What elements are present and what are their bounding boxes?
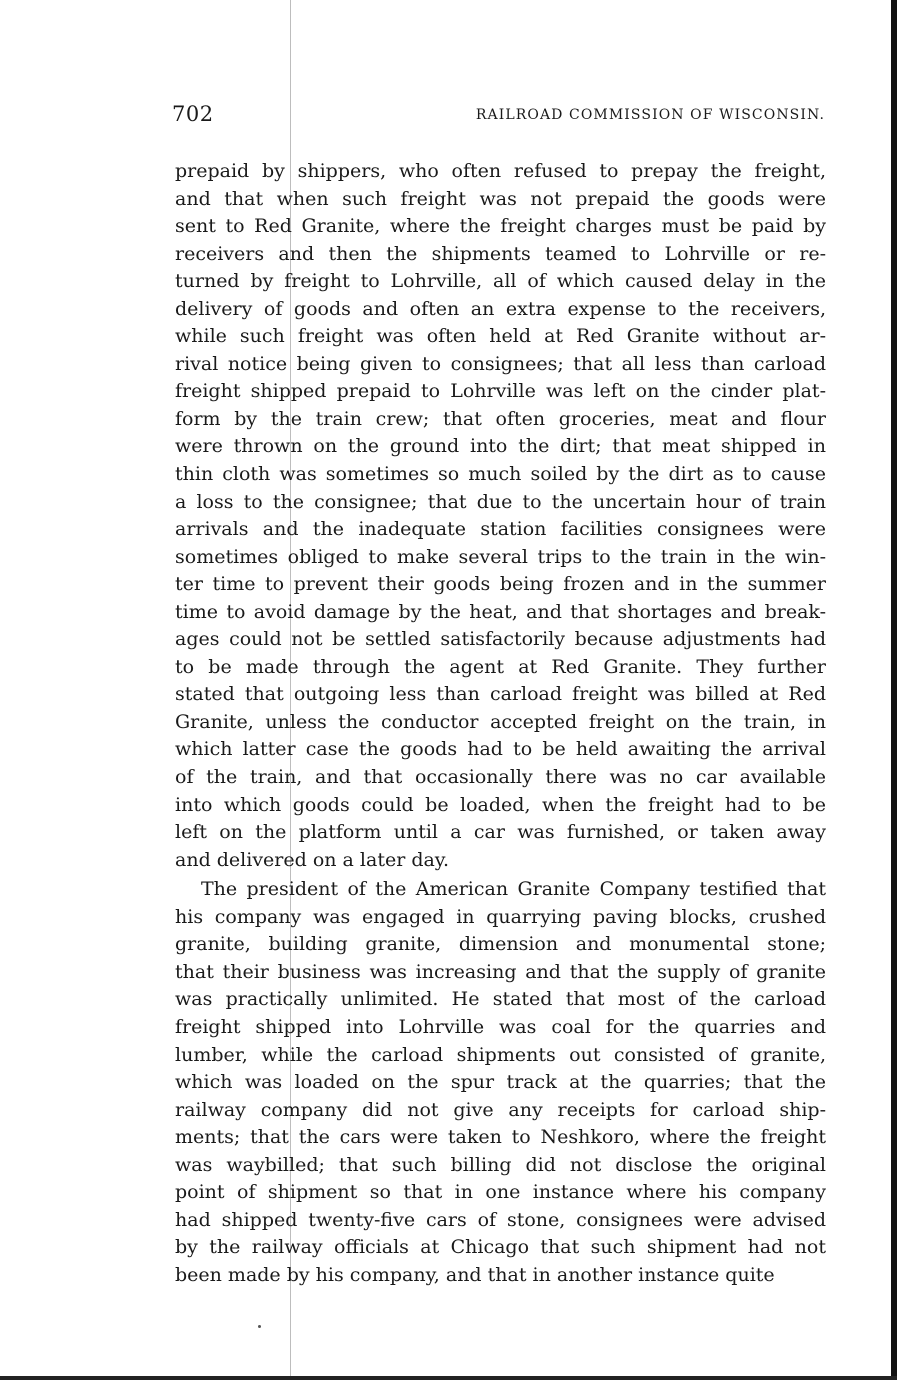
text-line: were thrown on the ground into the dirt; that meat shipped in bbox=[175, 435, 826, 458]
text-line: delivery of goods and often an extra expense to the receivers, bbox=[175, 297, 826, 320]
text-line: into which goods could be loaded, when the freight had to be bbox=[175, 793, 826, 816]
text-line: been made by his company, and that in another instance quite bbox=[175, 1263, 775, 1286]
body-text bbox=[175, 158, 826, 1289]
text-line: prepaid by shippers, who often refused to prepay the freight, bbox=[175, 160, 826, 182]
text-line: The president of the American Granite Company testified that bbox=[201, 878, 826, 901]
text-line: lumber, while the carload shipments out consisted of granite, bbox=[175, 1043, 826, 1066]
text-line: left on the platform until a car was furnished, or taken away bbox=[175, 821, 826, 844]
text-line: freight shipped into Lohrville was coal for the quarries and bbox=[175, 1015, 826, 1038]
text-line: stated that outgoing less than carload freight was billed at Red bbox=[175, 683, 826, 706]
text-line: rival notice being given to consignees; that all less than carload bbox=[175, 352, 826, 375]
text-line: sent to Red Granite, where the freight charges must be paid by bbox=[175, 215, 826, 238]
text-line: a loss to the consignee; that due to the uncertain hour of train bbox=[175, 490, 826, 513]
scan-edge-bottom bbox=[0, 1376, 897, 1380]
text-line: Granite, unless the conductor accepted freight on the train, in bbox=[175, 710, 826, 733]
text-line: granite, building granite, dimension and monumental stone; bbox=[175, 933, 826, 956]
text-line: was waybilled; that such billing did not disclose the original bbox=[175, 1153, 826, 1176]
text-line: time to avoid damage by the heat, and that shortages and break- bbox=[175, 600, 826, 623]
scan-edge-right bbox=[891, 0, 897, 1380]
text-line: which was loaded on the spur track at the quarries; that the bbox=[175, 1071, 826, 1094]
text-line: was practically unlimited. He stated that most of the carload bbox=[175, 988, 826, 1011]
page-header bbox=[172, 100, 827, 134]
text-line: ter time to prevent their goods being frozen and in the summer bbox=[175, 573, 826, 596]
text-line: thin cloth was sometimes so much soiled by the dirt as to cause bbox=[175, 463, 826, 486]
text-line: turned by freight to Lohrville, all of which caused delay in the bbox=[175, 270, 826, 293]
text-line: which latter case the goods had to be held awaiting the arrival bbox=[175, 738, 826, 761]
text-line: point of shipment so that in one instance where his company bbox=[175, 1181, 826, 1204]
text-line: sometimes obliged to make several trips to the train in the win- bbox=[175, 545, 826, 568]
text-line: and delivered on a later day. bbox=[175, 848, 450, 871]
page-number: 702 bbox=[172, 102, 214, 126]
text-line: had shipped twenty-five cars of stone, consignees were advised bbox=[175, 1208, 826, 1231]
text-line: ments; that the cars were taken to Neshkoro, where the freight bbox=[175, 1126, 826, 1149]
text-line: to be made through the agent at Red Granite. They further bbox=[175, 655, 826, 678]
text-line: while such freight was often held at Red Granite without ar- bbox=[175, 325, 826, 348]
scan-speck bbox=[258, 1325, 261, 1328]
text-line: railway company did not give any receipts for carload ship- bbox=[175, 1098, 826, 1121]
text-line: by the railway officials at Chicago that such shipment had not bbox=[175, 1236, 826, 1259]
text-line: arrivals and the inadequate station facilities consignees were bbox=[175, 518, 826, 541]
paragraph bbox=[175, 876, 826, 1289]
text-line: that their business was increasing and that the supply of granite bbox=[175, 960, 826, 983]
running-head: RAILROAD COMMISSION OF WISCONSIN. bbox=[475, 107, 825, 123]
text-line: his company was engaged in quarrying paving blocks, crushed bbox=[175, 905, 826, 928]
paragraph bbox=[175, 158, 826, 874]
text-line: freight shipped prepaid to Lohrville was left on the cinder plat- bbox=[175, 380, 826, 403]
text-line: and that when such freight was not prepaid the goods were bbox=[175, 187, 826, 210]
text-line: ages could not be settled satisfactorily because adjustments had bbox=[175, 628, 826, 651]
text-line: of the train, and that occasionally there was no car available bbox=[175, 766, 826, 789]
text-line: receivers and then the shipments teamed to Lohrville or re- bbox=[175, 242, 826, 265]
text-line: form by the train crew; that often groceries, meat and flour bbox=[175, 407, 826, 430]
